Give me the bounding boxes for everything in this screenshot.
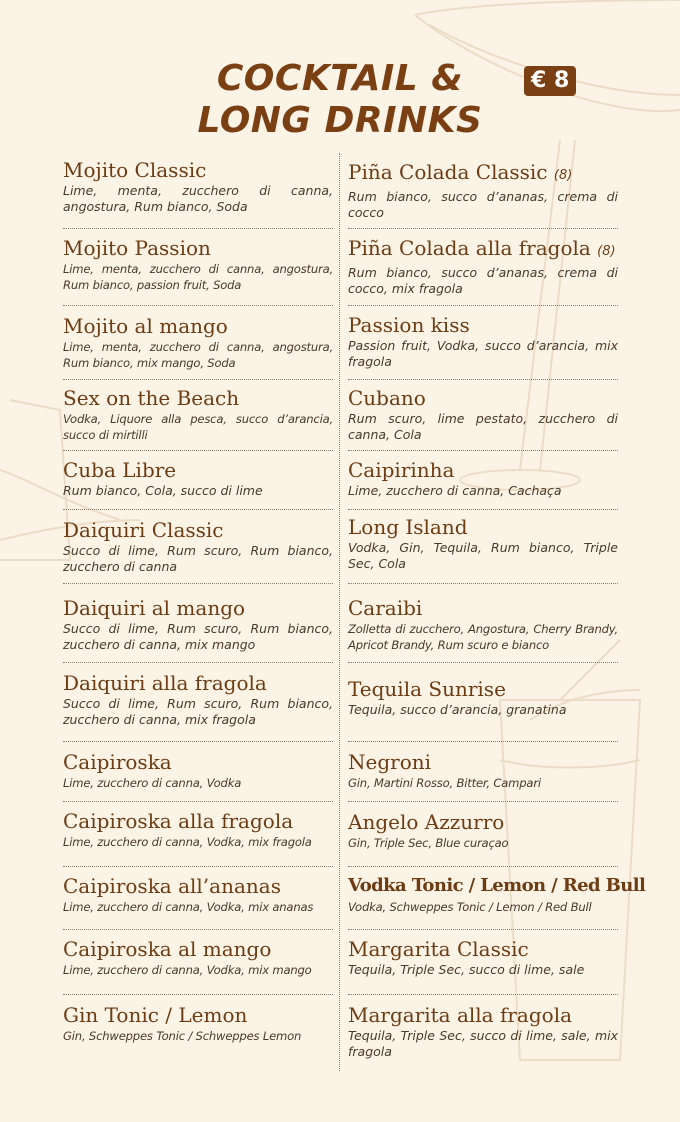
menu-header	[0, 58, 680, 148]
item-name: Caipiroska al mango	[63, 937, 272, 961]
item-name: Gin Tonic / Lemon	[63, 1003, 248, 1027]
item-note: (8)	[553, 168, 573, 183]
item-description: Lime, zucchero di canna, Vodka, mix fragola	[63, 835, 312, 849]
item-name: Sex on the Beach	[63, 386, 240, 410]
separator	[63, 741, 333, 742]
menu-item-caipirinha	[348, 457, 618, 499]
separator	[348, 866, 618, 867]
separator	[63, 583, 333, 584]
item-description: Passion fruit, Vodka, succo d’arancia, mix fragola	[348, 338, 618, 369]
menu-item-mojito-passion	[63, 235, 333, 293]
separator	[348, 741, 618, 742]
item-description: Succo di lime, Rum scuro, Rum bianco, zucchero di canna, mix mango	[63, 621, 333, 652]
menu-item-cuba-libre	[63, 457, 333, 499]
menu-item-sex-on-the-beach	[63, 385, 333, 443]
item-name: Cubano	[348, 386, 426, 410]
item-name: Margarita Classic	[348, 937, 529, 961]
item-description: Tequila, succo d’arancia, granatina	[348, 702, 567, 717]
item-description: Lime, zucchero di canna, Vodka, mix mango	[63, 963, 312, 977]
separator	[348, 450, 618, 451]
separator	[348, 509, 618, 510]
item-name-text: Piña Colada alla fragola	[348, 236, 591, 260]
item-note: (8)	[597, 244, 616, 259]
title-line-2: LONG DRINKS	[197, 100, 483, 141]
separator	[63, 801, 333, 802]
menu-item-pina-colada-fragola	[348, 235, 618, 297]
menu-item-daiquiri-classic	[63, 517, 333, 575]
item-name: Caipiroska	[63, 750, 172, 774]
menu-item-caipiroska-mango	[63, 936, 333, 978]
item-name: Daiquiri Classic	[63, 518, 224, 542]
item-description: Vodka, Gin, Tequila, Rum bianco, Triple Sec, Cola	[348, 540, 618, 571]
separator	[348, 379, 618, 380]
menu-item-vodka-tonic	[348, 873, 646, 915]
menu-item-daiquiri-mango	[63, 595, 333, 653]
separator	[348, 801, 618, 802]
item-name: Mojito al mango	[63, 314, 228, 338]
item-name	[348, 159, 618, 189]
menu-item-pina-colada-classic	[348, 159, 618, 221]
item-name: Daiquiri alla fragola	[63, 671, 267, 695]
item-name: Cuba Libre	[63, 458, 177, 482]
separator	[63, 379, 333, 380]
item-description: Vodka, Schweppes Tonic / Lemon / Red Bull	[348, 900, 592, 914]
menu-item-margarita-fragola	[348, 1002, 618, 1060]
item-name: Caipiroska alla fragola	[63, 809, 294, 833]
menu-item-daiquiri-fragola	[63, 670, 333, 728]
separator	[348, 929, 618, 930]
separator	[348, 228, 618, 229]
item-description: Lime, zucchero di canna, Vodka	[63, 776, 242, 790]
item-name: Angelo Azzurro	[348, 810, 505, 834]
item-description: Gin, Schweppes Tonic / Schweppes Lemon	[63, 1029, 302, 1043]
item-name: Long Island	[348, 515, 468, 539]
menu-item-mojito-mango	[63, 313, 333, 371]
item-description: Lime, zucchero di canna, Cachaça	[348, 483, 562, 498]
menu-item-passion-kiss	[348, 312, 618, 370]
item-description: Rum bianco, Cola, succo di lime	[63, 483, 263, 498]
item-description: Lime, menta, zucchero di canna, angostura, Rum bianco, mix mango, Soda	[63, 340, 333, 370]
separator	[63, 662, 333, 663]
item-description: Rum bianco, succo d’ananas, crema di cocco, mix fragola	[348, 265, 618, 296]
item-name: Negroni	[348, 750, 432, 774]
item-name: Caipiroska all’ananas	[63, 874, 281, 898]
menu-item-negroni	[348, 749, 618, 791]
item-name: Caipirinha	[348, 458, 455, 482]
menu-item-caipiroska-fragola	[63, 808, 333, 850]
separator	[348, 305, 618, 306]
menu-title	[195, 58, 485, 142]
separator	[63, 305, 333, 306]
item-description: Vodka, Liquore alla pesca, succo d’arancia, succo di mirtilli	[63, 412, 333, 442]
item-description: Zolletta di zucchero, Angostura, Cherry Brandy, Apricot Brandy, Rum scuro e bianco	[348, 622, 618, 652]
item-name: Daiquiri al mango	[63, 596, 246, 620]
separator	[63, 228, 333, 229]
separator	[348, 662, 618, 663]
item-description: Gin, Martini Rosso, Bitter, Campari	[348, 776, 541, 790]
item-description: Succo di lime, Rum scuro, Rum bianco, zucchero di canna, mix fragola	[63, 696, 333, 727]
item-name: Mojito Passion	[63, 236, 211, 260]
item-name: Caraibi	[348, 596, 423, 620]
item-description: Lime, zucchero di canna, Vodka, mix ananas	[63, 900, 314, 914]
item-name: Vodka Tonic / Lemon / Red Bull	[348, 875, 646, 896]
menu-item-gin-tonic	[63, 1002, 333, 1044]
item-name: Margarita alla fragola	[348, 1003, 573, 1027]
item-description: Tequila, Triple Sec, succo di lime, sale, mix fragola	[348, 1028, 618, 1059]
menu-item-margarita-classic	[348, 936, 618, 978]
menu-item-caipiroska-ananas	[63, 873, 333, 915]
menu-item-cubano	[348, 385, 618, 443]
column-divider	[339, 153, 340, 1071]
item-name-text: Piña Colada Classic	[348, 160, 548, 184]
separator	[63, 929, 333, 930]
separator	[63, 866, 333, 867]
item-name: Mojito Classic	[63, 158, 207, 182]
title-line-1: COCKTAIL &	[216, 58, 464, 99]
menu-item-caraibi	[348, 595, 618, 653]
item-description: Gin, Triple Sec, Blue curaçao	[348, 836, 509, 850]
item-name	[348, 235, 618, 265]
item-description: Lime, menta, zucchero di canna, angostura, Rum bianco, Soda	[63, 183, 333, 214]
separator	[63, 994, 333, 995]
item-description: Tequila, Triple Sec, succo di lime, sale	[348, 962, 585, 977]
item-description: Rum scuro, lime pestato, zucchero di canna, Cola	[348, 411, 618, 442]
item-description: Lime, menta, zucchero di canna, angostura, Rum bianco, passion fruit, Soda	[63, 262, 333, 292]
menu-item-caipiroska	[63, 749, 333, 791]
menu-item-angelo-azzurro	[348, 809, 618, 851]
menu-item-tequila-sunrise	[348, 676, 618, 718]
item-name: Tequila Sunrise	[348, 677, 506, 701]
drinks-menu	[63, 153, 646, 1073]
menu-item-mojito-classic	[63, 157, 333, 215]
item-description: Succo di lime, Rum scuro, Rum bianco, zucchero di canna	[63, 543, 333, 574]
menu-item-long-island	[348, 514, 618, 572]
item-description: Rum bianco, succo d’ananas, crema di cocco	[348, 189, 618, 220]
separator	[63, 450, 333, 451]
separator	[348, 583, 618, 584]
price-badge: € 8	[524, 66, 576, 96]
separator	[63, 509, 333, 510]
separator	[348, 994, 618, 995]
item-name: Passion kiss	[348, 313, 470, 337]
